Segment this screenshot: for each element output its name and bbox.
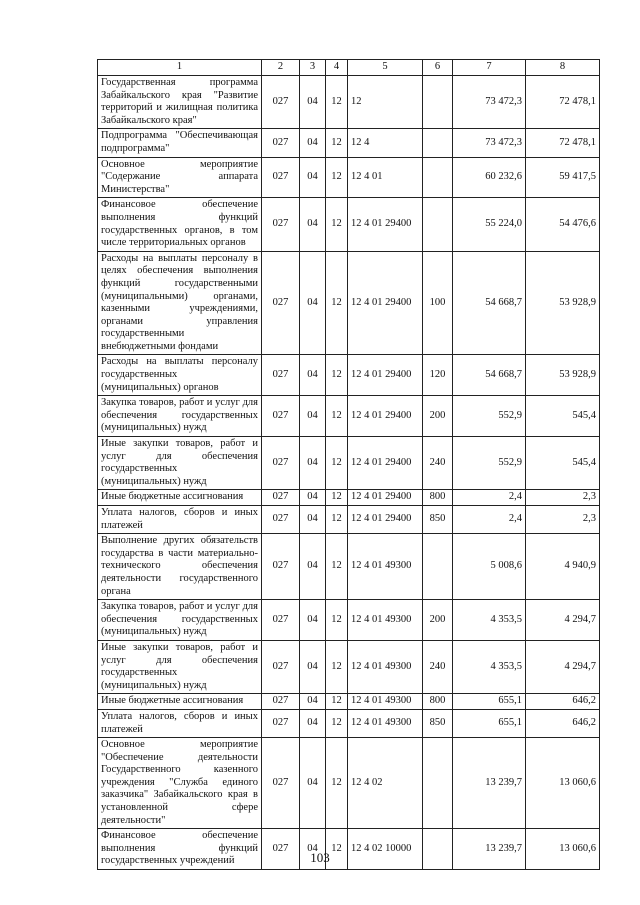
cell-description: Подпрограмма "Обеспечивающая подпрограмма": [98, 129, 262, 157]
table-header: [98, 60, 600, 76]
cell-subsection: 12: [326, 355, 348, 396]
cell-description: Иные бюджетные ассигнования: [98, 490, 262, 506]
cell-ministry-code: 027: [262, 829, 300, 870]
cell-amount-year-2: 4 294,7: [526, 600, 600, 641]
cell-amount-year-1: 4 353,5: [453, 600, 526, 641]
cell-expense-type: 200: [423, 600, 453, 641]
cell-amount-year-1: 73 472,3: [453, 129, 526, 157]
cell-amount-year-1: 60 232,6: [453, 157, 526, 198]
cell-description: Выполнение других обязательств государства в части материально-технического обеспечения деятельности государственного органа: [98, 534, 262, 600]
cell-description: Основное мероприятие "Обеспечение деятельности Государственного казенного учреждения "Служба единого заказчика" Забайкальского края в установленной сфере деятельности": [98, 738, 262, 829]
cell-subsection: 12: [326, 396, 348, 437]
cell-amount-year-1: 54 668,7: [453, 251, 526, 355]
table-row: [98, 157, 600, 198]
table-row: [98, 396, 600, 437]
col-header-5: 5: [348, 60, 423, 76]
cell-ministry-code: 027: [262, 396, 300, 437]
cell-ministry-code: 027: [262, 490, 300, 506]
cell-expense-type: 850: [423, 506, 453, 534]
cell-description: Основное мероприятие "Содержание аппарата Министерства": [98, 157, 262, 198]
cell-section: 04: [300, 76, 326, 129]
cell-description: Расходы на выплаты персоналу в целях обеспечения выполнения функций государственными (муниципальными) органами, казенными учреждениями, органами управления государственными внебюджетными фондами: [98, 251, 262, 355]
cell-subsection: 12: [326, 490, 348, 506]
cell-section: 04: [300, 396, 326, 437]
cell-amount-year-1: 55 224,0: [453, 198, 526, 251]
cell-target-item: 12 4 01 29400: [348, 506, 423, 534]
cell-description: Финансовое обеспечение выполнения функций государственных органов, в том числе территориальных органов: [98, 198, 262, 251]
cell-amount-year-1: 655,1: [453, 694, 526, 710]
cell-target-item: 12: [348, 76, 423, 129]
cell-amount-year-1: 552,9: [453, 437, 526, 490]
cell-section: 04: [300, 355, 326, 396]
cell-ministry-code: 027: [262, 534, 300, 600]
cell-description: Уплата налогов, сборов и иных платежей: [98, 709, 262, 737]
cell-amount-year-2: 646,2: [526, 709, 600, 737]
cell-amount-year-1: 54 668,7: [453, 355, 526, 396]
cell-amount-year-1: 13 239,7: [453, 738, 526, 829]
table-row: [98, 437, 600, 490]
cell-section: 04: [300, 640, 326, 693]
cell-subsection: 12: [326, 129, 348, 157]
cell-ministry-code: 027: [262, 694, 300, 710]
cell-ministry-code: 027: [262, 437, 300, 490]
cell-target-item: 12 4 01 29400: [348, 396, 423, 437]
cell-target-item: 12 4 01 29400: [348, 251, 423, 355]
cell-subsection: 12: [326, 829, 348, 870]
cell-amount-year-1: 2,4: [453, 506, 526, 534]
cell-expense-type: 240: [423, 640, 453, 693]
cell-section: 04: [300, 157, 326, 198]
cell-expense-type: [423, 738, 453, 829]
page-number: 103: [310, 850, 330, 865]
cell-amount-year-1: 73 472,3: [453, 76, 526, 129]
cell-expense-type: 850: [423, 709, 453, 737]
cell-target-item: 12 4 01 49300: [348, 534, 423, 600]
cell-section: 04: [300, 694, 326, 710]
table-row: [98, 76, 600, 129]
cell-expense-type: 100: [423, 251, 453, 355]
cell-expense-type: 200: [423, 396, 453, 437]
cell-ministry-code: 027: [262, 198, 300, 251]
table-row: [98, 506, 600, 534]
cell-section: 04: [300, 129, 326, 157]
cell-subsection: 12: [326, 640, 348, 693]
cell-expense-type: [423, 129, 453, 157]
cell-description: Закупка товаров, работ и услуг для обеспечения государственных (муниципальных) нужд: [98, 396, 262, 437]
cell-target-item: 12 4 01 29400: [348, 198, 423, 251]
cell-description: Уплата налогов, сборов и иных платежей: [98, 506, 262, 534]
cell-amount-year-1: 5 008,6: [453, 534, 526, 600]
cell-target-item: 12 4 01 49300: [348, 640, 423, 693]
cell-amount-year-1: 2,4: [453, 490, 526, 506]
cell-subsection: 12: [326, 198, 348, 251]
cell-amount-year-2: 54 476,6: [526, 198, 600, 251]
cell-amount-year-2: 59 417,5: [526, 157, 600, 198]
cell-ministry-code: 027: [262, 709, 300, 737]
table-row: [98, 490, 600, 506]
cell-section: 04: [300, 709, 326, 737]
cell-amount-year-1: 655,1: [453, 709, 526, 737]
cell-expense-type: [423, 534, 453, 600]
cell-ministry-code: 027: [262, 600, 300, 641]
cell-subsection: 12: [326, 76, 348, 129]
cell-subsection: 12: [326, 437, 348, 490]
table-row: [98, 355, 600, 396]
cell-section: 04: [300, 600, 326, 641]
cell-section: 04: [300, 506, 326, 534]
cell-ministry-code: 027: [262, 640, 300, 693]
table-row: [98, 198, 600, 251]
cell-expense-type: 240: [423, 437, 453, 490]
cell-target-item: 12 4 01 29400: [348, 490, 423, 506]
col-header-7: 7: [453, 60, 526, 76]
table-row: [98, 738, 600, 829]
cell-subsection: 12: [326, 738, 348, 829]
cell-section: 04: [300, 534, 326, 600]
cell-description: Закупка товаров, работ и услуг для обеспечения государственных (муниципальных) нужд: [98, 600, 262, 641]
cell-amount-year-2: 2,3: [526, 490, 600, 506]
table-row: [98, 709, 600, 737]
cell-amount-year-2: 13 060,6: [526, 738, 600, 829]
col-header-6: 6: [423, 60, 453, 76]
cell-description: Финансовое обеспечение выполнения функций государственных учреждений: [98, 829, 262, 870]
cell-expense-type: [423, 76, 453, 129]
cell-expense-type: [423, 198, 453, 251]
cell-expense-type: 120: [423, 355, 453, 396]
col-header-2: 2: [262, 60, 300, 76]
cell-target-item: 12 4 01 29400: [348, 355, 423, 396]
cell-amount-year-2: 2,3: [526, 506, 600, 534]
cell-section: 04: [300, 251, 326, 355]
cell-section: 04: [300, 198, 326, 251]
cell-subsection: 12: [326, 534, 348, 600]
cell-description: Государственная программа Забайкальского края "Развитие территорий и жилищная политика Забайкальского края": [98, 76, 262, 129]
cell-target-item: 12 4 01 49300: [348, 709, 423, 737]
cell-target-item: 12 4 02 10000: [348, 829, 423, 870]
cell-subsection: 12: [326, 157, 348, 198]
cell-amount-year-2: 545,4: [526, 437, 600, 490]
cell-section: 04: [300, 738, 326, 829]
cell-ministry-code: 027: [262, 129, 300, 157]
cell-description: Расходы на выплаты персоналу государственных (муниципальных) органов: [98, 355, 262, 396]
cell-subsection: 12: [326, 694, 348, 710]
cell-target-item: 12 4 01 49300: [348, 694, 423, 710]
cell-target-item: 12 4 02: [348, 738, 423, 829]
cell-ministry-code: 027: [262, 157, 300, 198]
cell-ministry-code: 027: [262, 355, 300, 396]
cell-ministry-code: 027: [262, 76, 300, 129]
cell-amount-year-1: 4 353,5: [453, 640, 526, 693]
cell-description: Иные бюджетные ассигнования: [98, 694, 262, 710]
cell-subsection: 12: [326, 600, 348, 641]
cell-amount-year-2: 545,4: [526, 396, 600, 437]
table-row: [98, 534, 600, 600]
cell-amount-year-2: 53 928,9: [526, 251, 600, 355]
cell-description: Иные закупки товаров, работ и услуг для обеспечения государственных (муниципальных) нужд: [98, 640, 262, 693]
cell-subsection: 12: [326, 506, 348, 534]
cell-target-item: 12 4: [348, 129, 423, 157]
table-row: [98, 600, 600, 641]
cell-ministry-code: 027: [262, 738, 300, 829]
cell-description: Иные закупки товаров, работ и услуг для обеспечения государственных (муниципальных) нужд: [98, 437, 262, 490]
table-body: [98, 76, 600, 870]
table-row: [98, 251, 600, 355]
cell-subsection: 12: [326, 251, 348, 355]
col-header-4: 4: [326, 60, 348, 76]
cell-amount-year-1: 552,9: [453, 396, 526, 437]
cell-amount-year-2: 646,2: [526, 694, 600, 710]
table-row: [98, 694, 600, 710]
cell-amount-year-2: 72 478,1: [526, 129, 600, 157]
budget-table: [97, 59, 600, 870]
cell-amount-year-1: 13 239,7: [453, 829, 526, 870]
cell-expense-type: [423, 157, 453, 198]
table-row: [98, 640, 600, 693]
cell-target-item: 12 4 01 49300: [348, 600, 423, 641]
cell-amount-year-2: 4 940,9: [526, 534, 600, 600]
cell-target-item: 12 4 01 29400: [348, 437, 423, 490]
cell-section: 04: [300, 437, 326, 490]
cell-amount-year-2: 13 060,6: [526, 829, 600, 870]
cell-expense-type: 800: [423, 694, 453, 710]
cell-ministry-code: 027: [262, 506, 300, 534]
table-row: [98, 129, 600, 157]
cell-expense-type: 800: [423, 490, 453, 506]
cell-ministry-code: 027: [262, 251, 300, 355]
cell-subsection: 12: [326, 709, 348, 737]
cell-amount-year-2: 53 928,9: [526, 355, 600, 396]
header-row: [98, 60, 600, 76]
cell-target-item: 12 4 01: [348, 157, 423, 198]
cell-section: 04: [300, 490, 326, 506]
col-header-8: 8: [526, 60, 600, 76]
col-header-3: 3: [300, 60, 326, 76]
cell-section: 04: [300, 829, 326, 870]
cell-amount-year-2: 72 478,1: [526, 76, 600, 129]
col-header-1: 1: [98, 60, 262, 76]
cell-amount-year-2: 4 294,7: [526, 640, 600, 693]
